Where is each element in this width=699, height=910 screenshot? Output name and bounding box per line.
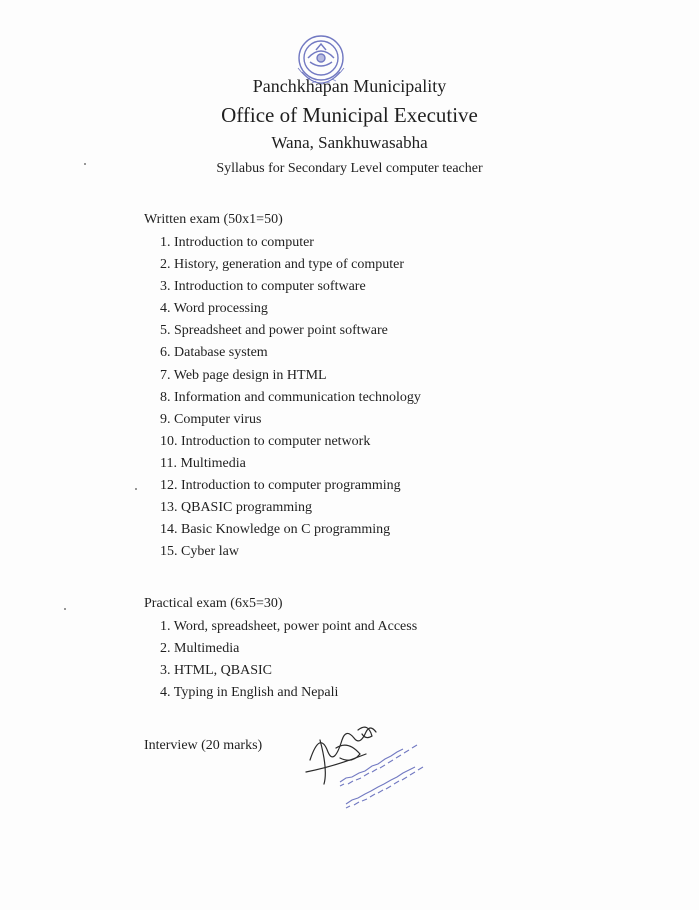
interview-heading: Interview (20 marks) xyxy=(144,738,263,753)
scan-speck xyxy=(135,488,137,490)
list-item: 4. Typing in English and Nepali xyxy=(160,685,339,701)
list-item: 3. HTML, QBASIC xyxy=(160,663,273,679)
list-item: 3. Introduction to computer software xyxy=(160,279,366,295)
list-item: 5. Spreadsheet and power point software xyxy=(160,323,388,339)
syllabus-title: Syllabus for Secondary Level computer teacher xyxy=(216,161,483,176)
location: Wana, Sankhuwasabha xyxy=(271,133,428,152)
list-item: 7. Web page design in HTML xyxy=(160,367,327,383)
list-item: 8. Information and communication technology xyxy=(160,389,421,405)
list-item: 11. Multimedia xyxy=(160,455,246,471)
written-exam-list xyxy=(160,232,421,563)
written-exam-heading: Written exam (50x1=50) xyxy=(144,212,283,227)
signature-stamp xyxy=(300,700,450,810)
scan-speck xyxy=(84,163,86,165)
list-item: 6. Database system xyxy=(160,345,268,361)
practical-exam-list xyxy=(160,616,417,704)
list-item: 2. Multimedia xyxy=(160,641,240,657)
list-item: 10. Introduction to computer network xyxy=(160,433,371,449)
list-item: 14. Basic Knowledge on C programming xyxy=(160,522,391,538)
list-item: 1. Word, spreadsheet, power point and Access xyxy=(160,619,418,634)
municipality-name: Panchkhapan Municipality xyxy=(252,76,447,96)
list-item: 12. Introduction to computer programming xyxy=(160,478,401,494)
list-item: 9. Computer virus xyxy=(160,411,262,427)
list-item: 13. QBASIC programming xyxy=(160,500,313,516)
list-item: 1. Introduction to computer xyxy=(160,235,314,250)
scan-speck xyxy=(64,608,66,610)
list-item: 15. Cyber law xyxy=(160,544,239,560)
list-item: 2. History, generation and type of computer xyxy=(160,257,405,273)
list-item: 4. Word processing xyxy=(160,301,268,317)
office-title: Office of Municipal Executive xyxy=(221,103,478,127)
practical-exam-heading: Practical exam (6x5=30) xyxy=(144,596,283,611)
